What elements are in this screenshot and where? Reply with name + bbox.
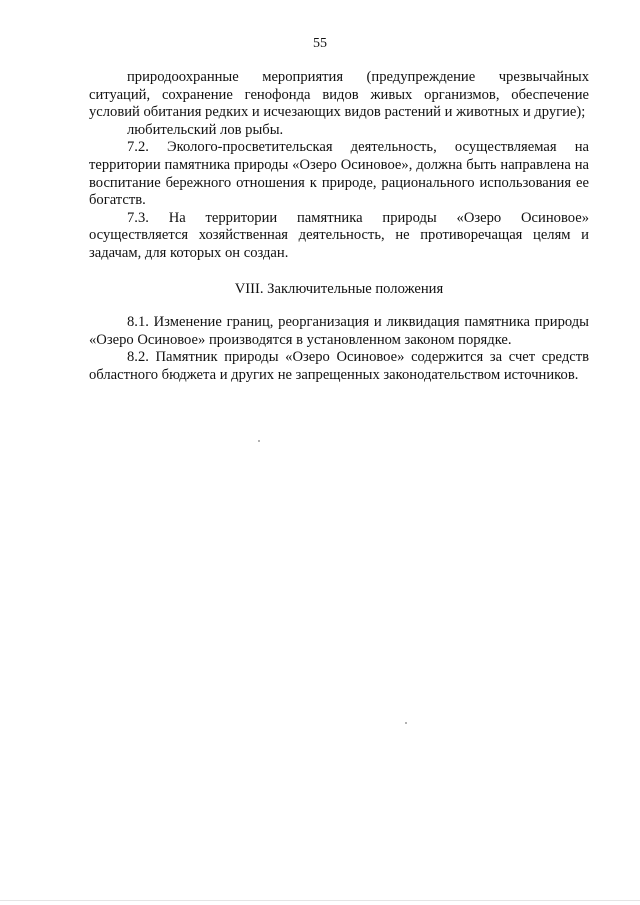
paragraph-clause-8-2: 8.2. Памятник природы «Озеро Осиновое» содержится за счет средств областного бюджета и других не запрещенных законодательством источников. [89, 349, 589, 383]
paragraph-clause-7-3: 7.3. На территории памятника природы «Озеро Осиновое» осуществляется хозяйственная деятельность, не противоречащая целям и задачам, для которых он создан. [89, 209, 589, 261]
section-heading-final-provisions: VIII. Заключительные положения [234, 280, 444, 297]
scan-speck [405, 722, 407, 724]
paragraph-conservation-measures: природоохранные мероприятия (предупреждение чрезвычайных ситуаций, сохранение генофонда видов живых организмов, обеспечение условий обитания редких и исчезающих видов растений и животных и другие); [89, 69, 589, 121]
scan-bottom-edge [0, 900, 640, 901]
paragraph-clause-7-2: 7.2. Эколого-просветительская деятельность, осуществляемая на территории памятника природы «Озеро Осиновое», должна быть направлена на воспитание бережного отношения к природе, рационального использования ее богатств. [89, 139, 589, 209]
document-body [89, 69, 589, 385]
page-number: 55 [313, 36, 327, 51]
paragraph-amateur-fishing: любительский лов рыбы. [127, 121, 284, 138]
paragraph-clause-8-1: 8.1. Изменение границ, реорганизация и ликвидация памятника природы «Озеро Осиновое» производятся в установленном законом порядке. [89, 314, 589, 348]
scan-speck [258, 440, 260, 442]
